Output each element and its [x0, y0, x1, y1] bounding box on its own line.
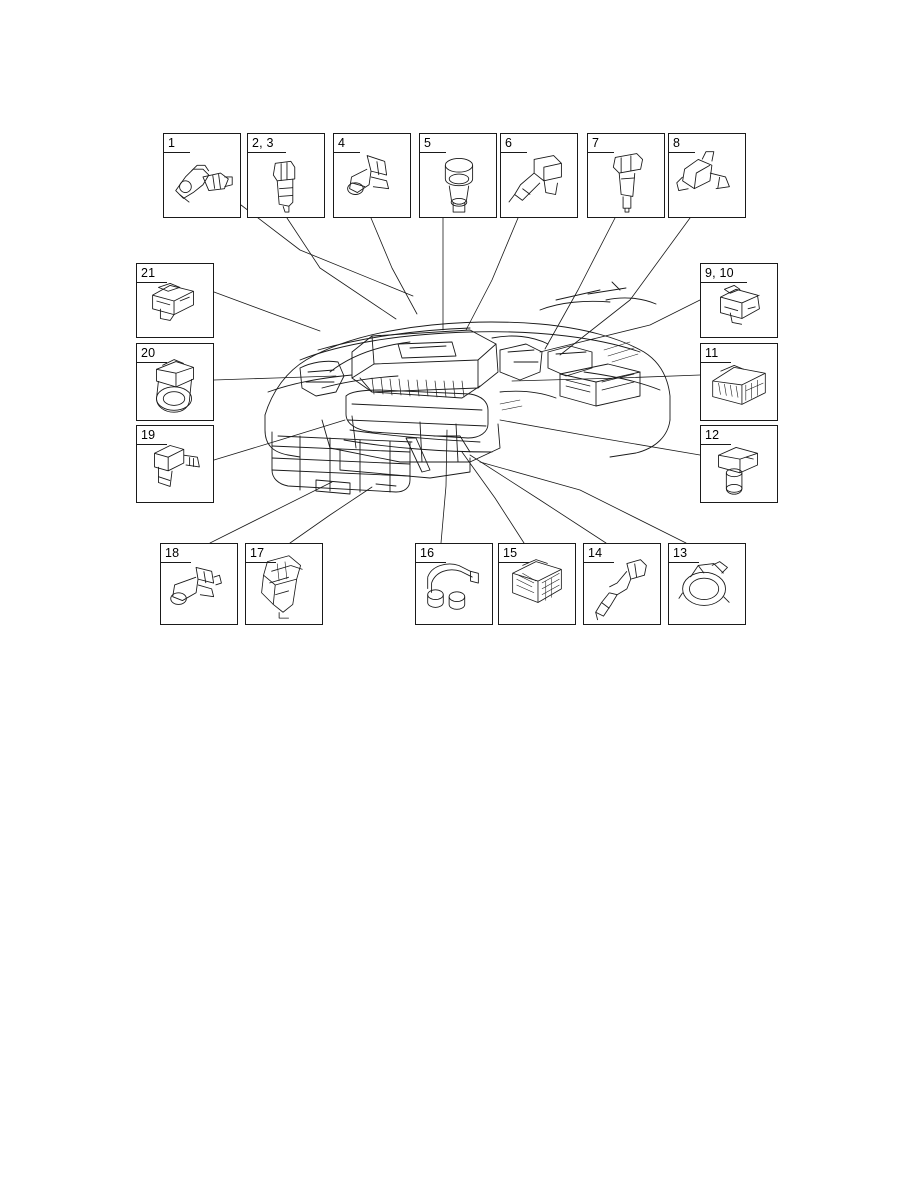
callout-rule-16 [416, 562, 446, 563]
callout-rule-21 [137, 282, 167, 283]
callout-box-21[interactable] [136, 263, 214, 338]
callout-label-17: 17 [250, 546, 265, 560]
callout-label-15: 15 [503, 546, 518, 560]
thumb-oil-pressure-switch [420, 134, 496, 217]
callout-label-1: 1 [168, 136, 176, 150]
callout-box-12[interactable] [700, 425, 778, 503]
callout-box-11[interactable] [700, 343, 778, 421]
callout-box-16[interactable] [415, 543, 493, 625]
callout-box-14[interactable] [583, 543, 661, 625]
callout-label-16: 16 [420, 546, 435, 560]
callout-rule-7 [588, 152, 614, 153]
callout-label-5: 5 [424, 136, 432, 150]
callout-rule-19 [137, 444, 167, 445]
thumb-injector [164, 134, 240, 217]
callout-box-5[interactable] [419, 133, 497, 218]
callout-rule-12 [701, 444, 731, 445]
thumb-purge-valve [501, 134, 577, 217]
callout-label-2-3: 2, 3 [252, 136, 274, 150]
engine-assembly [300, 282, 656, 478]
callout-rule-11 [701, 362, 731, 363]
callout-label-13: 13 [673, 546, 688, 560]
callout-box-4[interactable] [333, 133, 411, 218]
callout-box-17[interactable] [245, 543, 323, 625]
callout-rule-5 [420, 152, 446, 153]
callout-rule-9-10 [701, 282, 747, 283]
callout-label-18: 18 [165, 546, 180, 560]
callout-label-12: 12 [705, 428, 720, 442]
callout-label-9-10: 9, 10 [705, 266, 734, 280]
callout-rule-13 [669, 562, 699, 563]
callout-label-11: 11 [705, 346, 719, 360]
callout-label-6: 6 [505, 136, 513, 150]
vehicle-outline [265, 322, 670, 494]
callout-box-2-3[interactable] [247, 133, 325, 218]
callout-box-1[interactable] [163, 133, 241, 218]
callout-rule-6 [501, 152, 527, 153]
callout-label-4: 4 [338, 136, 346, 150]
callout-label-20: 20 [141, 346, 156, 360]
callout-label-7: 7 [592, 136, 600, 150]
callout-label-19: 19 [141, 428, 156, 442]
thumb-pencil-coil [588, 134, 664, 217]
callout-rule-2-3 [248, 152, 286, 153]
callout-rule-8 [669, 152, 695, 153]
callout-box-15[interactable] [498, 543, 576, 625]
callout-label-8: 8 [673, 136, 681, 150]
leader-lines [210, 205, 700, 543]
callout-box-8[interactable] [668, 133, 746, 218]
callout-label-14: 14 [588, 546, 603, 560]
callout-label-21: 21 [141, 266, 156, 280]
callout-box-9-10[interactable] [700, 263, 778, 338]
thumb-temperature-sensor [334, 134, 410, 217]
callout-rule-14 [584, 562, 614, 563]
callout-box-20[interactable] [136, 343, 214, 421]
callout-box-6[interactable] [500, 133, 578, 218]
callout-box-18[interactable] [160, 543, 238, 625]
callout-rule-4 [334, 152, 360, 153]
callout-rule-17 [246, 562, 276, 563]
callout-box-13[interactable] [668, 543, 746, 625]
callout-box-19[interactable] [136, 425, 214, 503]
callout-box-7[interactable] [587, 133, 665, 218]
callout-rule-20 [137, 362, 167, 363]
callout-rule-18 [161, 562, 191, 563]
thumb-solenoid-valve [669, 134, 745, 217]
callout-rule-15 [499, 562, 529, 563]
callout-rule-1 [164, 152, 190, 153]
